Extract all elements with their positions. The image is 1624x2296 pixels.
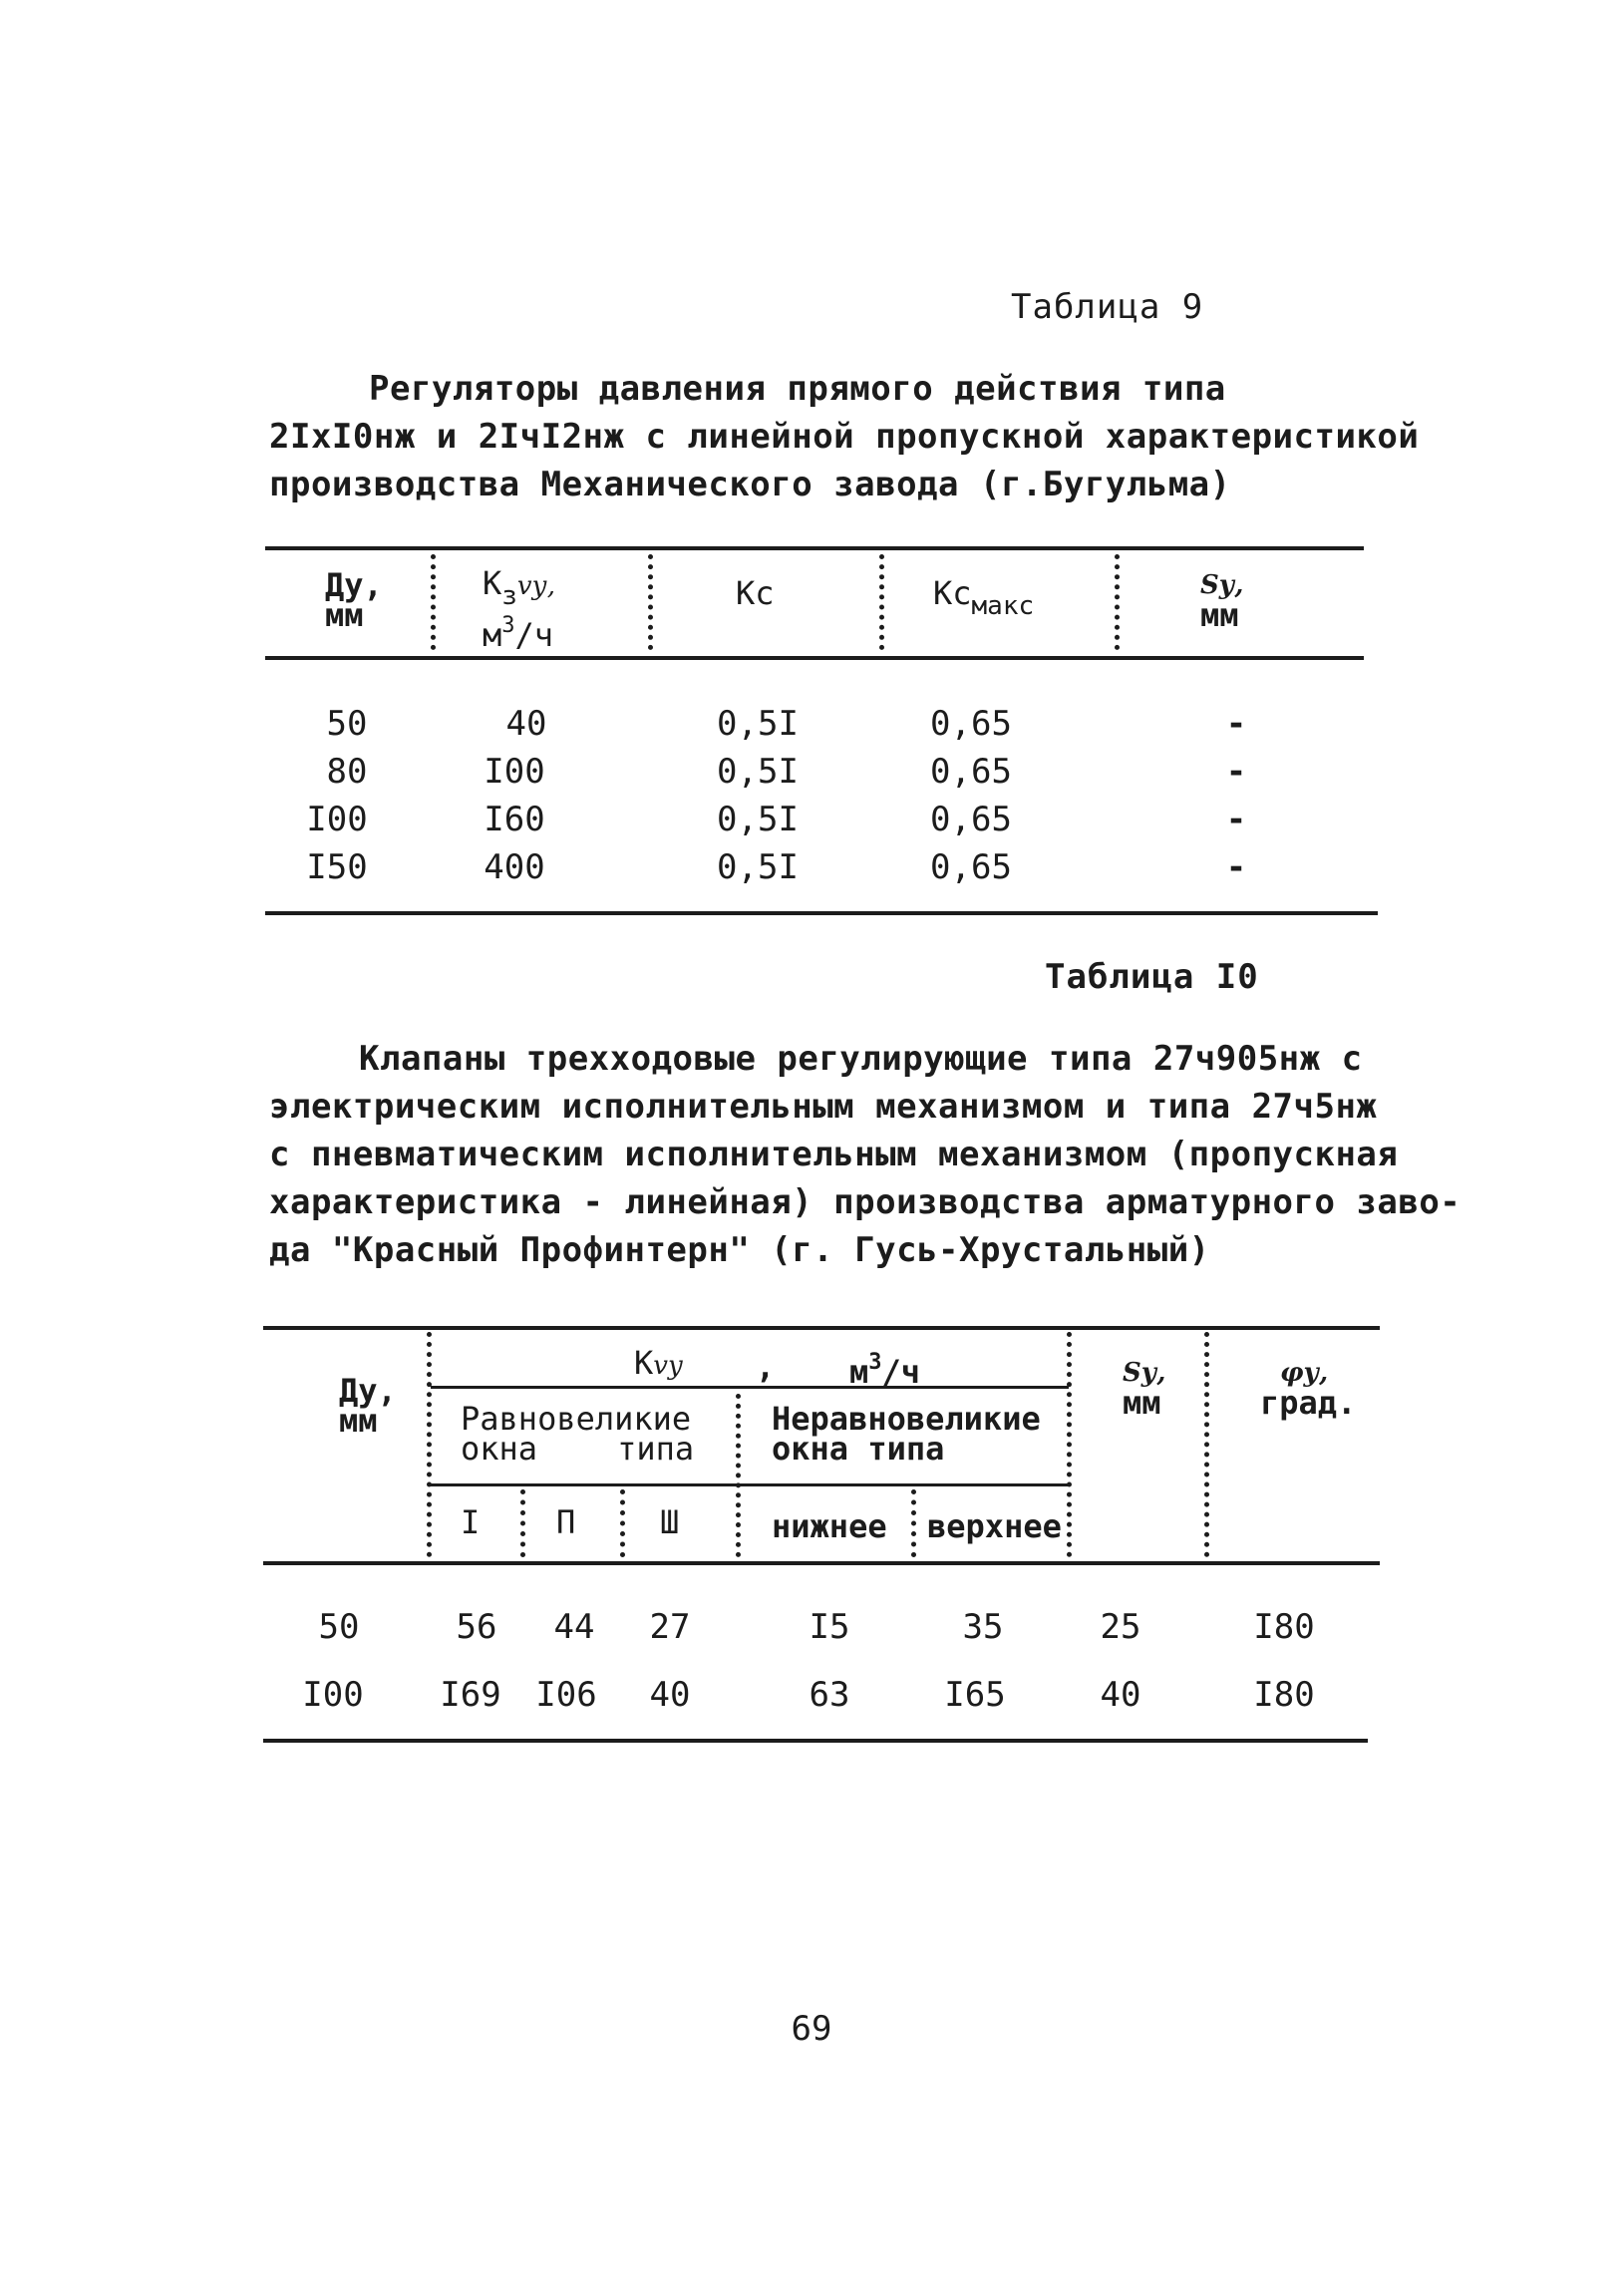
t9-cell-du: I00	[306, 800, 368, 839]
t9-cell-kv: 400	[484, 847, 545, 887]
t10-cell-lower: I5	[809, 1607, 850, 1647]
table9-col-divider	[648, 554, 653, 650]
t9-cell-du: 50	[326, 704, 368, 744]
t10-cell-sy: 25	[1100, 1607, 1141, 1647]
caption-line: да "Красный Профинтерн" (г. Гусь-Хрустальный)	[269, 1230, 1210, 1270]
table10-col-divider	[620, 1489, 625, 1557]
table9-header-kv: $К_зvу$, $м^3/ч$	[483, 564, 555, 654]
table10-header-equal: Равновеликие окна типа	[461, 1400, 695, 1468]
table10-header-lower: нижнее	[772, 1507, 887, 1545]
table9-top-rule	[265, 546, 1364, 550]
table9-header-du: Ду, мм	[325, 566, 383, 634]
table10-col-divider	[1204, 1332, 1209, 1557]
t9-cell-kc: 0,5I	[717, 752, 799, 792]
table9-header-kcmax: $Кс_{макс}$	[933, 574, 1035, 621]
t10-cell-3: 27	[649, 1607, 691, 1647]
t9-cell-kcmax: 0,65	[930, 752, 1012, 792]
caption-line: с пневматическим исполнительным механизмом (пропускная	[269, 1135, 1399, 1174]
table10-header-kv-sep: ,	[756, 1348, 776, 1386]
t10-cell-upper: 35	[962, 1607, 1004, 1647]
table10-header-type-2: П	[556, 1503, 576, 1541]
table10-col-divider	[911, 1489, 916, 1557]
table10-kv-underline	[431, 1386, 1069, 1389]
table9-header-rule	[265, 656, 1364, 660]
caption-line: Клапаны трехходовые регулирующие типа 27ч905нж с	[359, 1039, 1363, 1079]
table10-col-divider	[736, 1394, 741, 1557]
t10-cell-2: 44	[553, 1607, 595, 1647]
caption-line: 2IхI0нж и 2IчI2нж с линейной пропускной характеристикой	[269, 417, 1420, 457]
t9-cell-kc: 0,5I	[717, 847, 799, 887]
table9-label: Таблица 9	[1011, 287, 1204, 327]
table10-header-unequal: Неравновеликие окна типа	[772, 1400, 1041, 1468]
t9-cell-kcmax: 0,65	[930, 800, 1012, 839]
table9-col-divider	[879, 554, 884, 650]
table10-header-phi: φу, град.	[1260, 1358, 1357, 1422]
table10-header-du: Ду, мм	[339, 1372, 397, 1440]
t9-cell-sy: -	[1225, 800, 1247, 839]
table10-header-type-1: I	[461, 1503, 481, 1541]
table10-col-divider	[520, 1489, 525, 1557]
page-number: 69	[791, 2009, 832, 2049]
caption-line: электрическим исполнительным механизмом и типа 27ч5нж	[269, 1087, 1378, 1127]
caption-line: характеристика - линейная) производства арматурного заво-	[269, 1182, 1462, 1222]
caption-line: производства Механического завода (г.Бугульма)	[269, 465, 1231, 504]
table10-header-sy: Sу, мм	[1123, 1358, 1166, 1422]
t10-cell-upper: I65	[944, 1675, 1006, 1715]
table10-header-type-3: Ш	[660, 1503, 680, 1541]
t10-cell-sy: 40	[1100, 1675, 1141, 1715]
t9-cell-kv: I60	[484, 800, 545, 839]
t10-cell-3: 40	[649, 1675, 691, 1715]
t9-cell-kcmax: 0,65	[930, 847, 1012, 887]
t10-cell-2: I06	[535, 1675, 597, 1715]
table10-header-rule	[263, 1561, 1380, 1565]
t9-cell-sy: -	[1225, 847, 1247, 887]
table9-header-kc: Кс	[736, 574, 775, 612]
table10-top-rule	[263, 1326, 1380, 1330]
caption-line: Регуляторы давления прямого действия типа	[369, 369, 1226, 409]
t10-cell-phi: I80	[1253, 1675, 1315, 1715]
table9-col-divider	[431, 554, 436, 650]
t9-cell-sy: -	[1225, 752, 1247, 792]
table10-header-kv: Кvу	[634, 1344, 684, 1382]
table10-bottom-rule	[263, 1739, 1368, 1743]
t9-cell-du: I50	[306, 847, 368, 887]
t10-cell-1: 56	[456, 1607, 497, 1647]
t9-cell-kv: 40	[505, 704, 547, 744]
table10-col-divider	[427, 1332, 432, 1557]
t9-cell-du: 80	[326, 752, 368, 792]
t9-cell-kcmax: 0,65	[930, 704, 1012, 744]
table9-bottom-rule	[265, 911, 1378, 915]
t10-cell-lower: 63	[809, 1675, 850, 1715]
t9-cell-sy: -	[1225, 704, 1247, 744]
t10-cell-du: 50	[318, 1607, 360, 1647]
table9-col-divider	[1115, 554, 1120, 650]
table10-header-kv-unit: $м^3/ч$	[849, 1350, 921, 1391]
table10-type-underline	[431, 1483, 1069, 1486]
table10-label: Таблица I0	[1045, 957, 1259, 997]
t9-cell-kc: 0,5I	[717, 800, 799, 839]
t10-cell-du: I00	[302, 1675, 364, 1715]
t10-cell-phi: I80	[1253, 1607, 1315, 1647]
table10-header-upper: верхнее	[927, 1507, 1062, 1545]
t10-cell-1: I69	[440, 1675, 501, 1715]
t9-cell-kc: 0,5I	[717, 704, 799, 744]
t9-cell-kv: I00	[484, 752, 545, 792]
table9-header-sy: Sу, мм	[1200, 570, 1244, 634]
table10-col-divider	[1067, 1332, 1072, 1557]
